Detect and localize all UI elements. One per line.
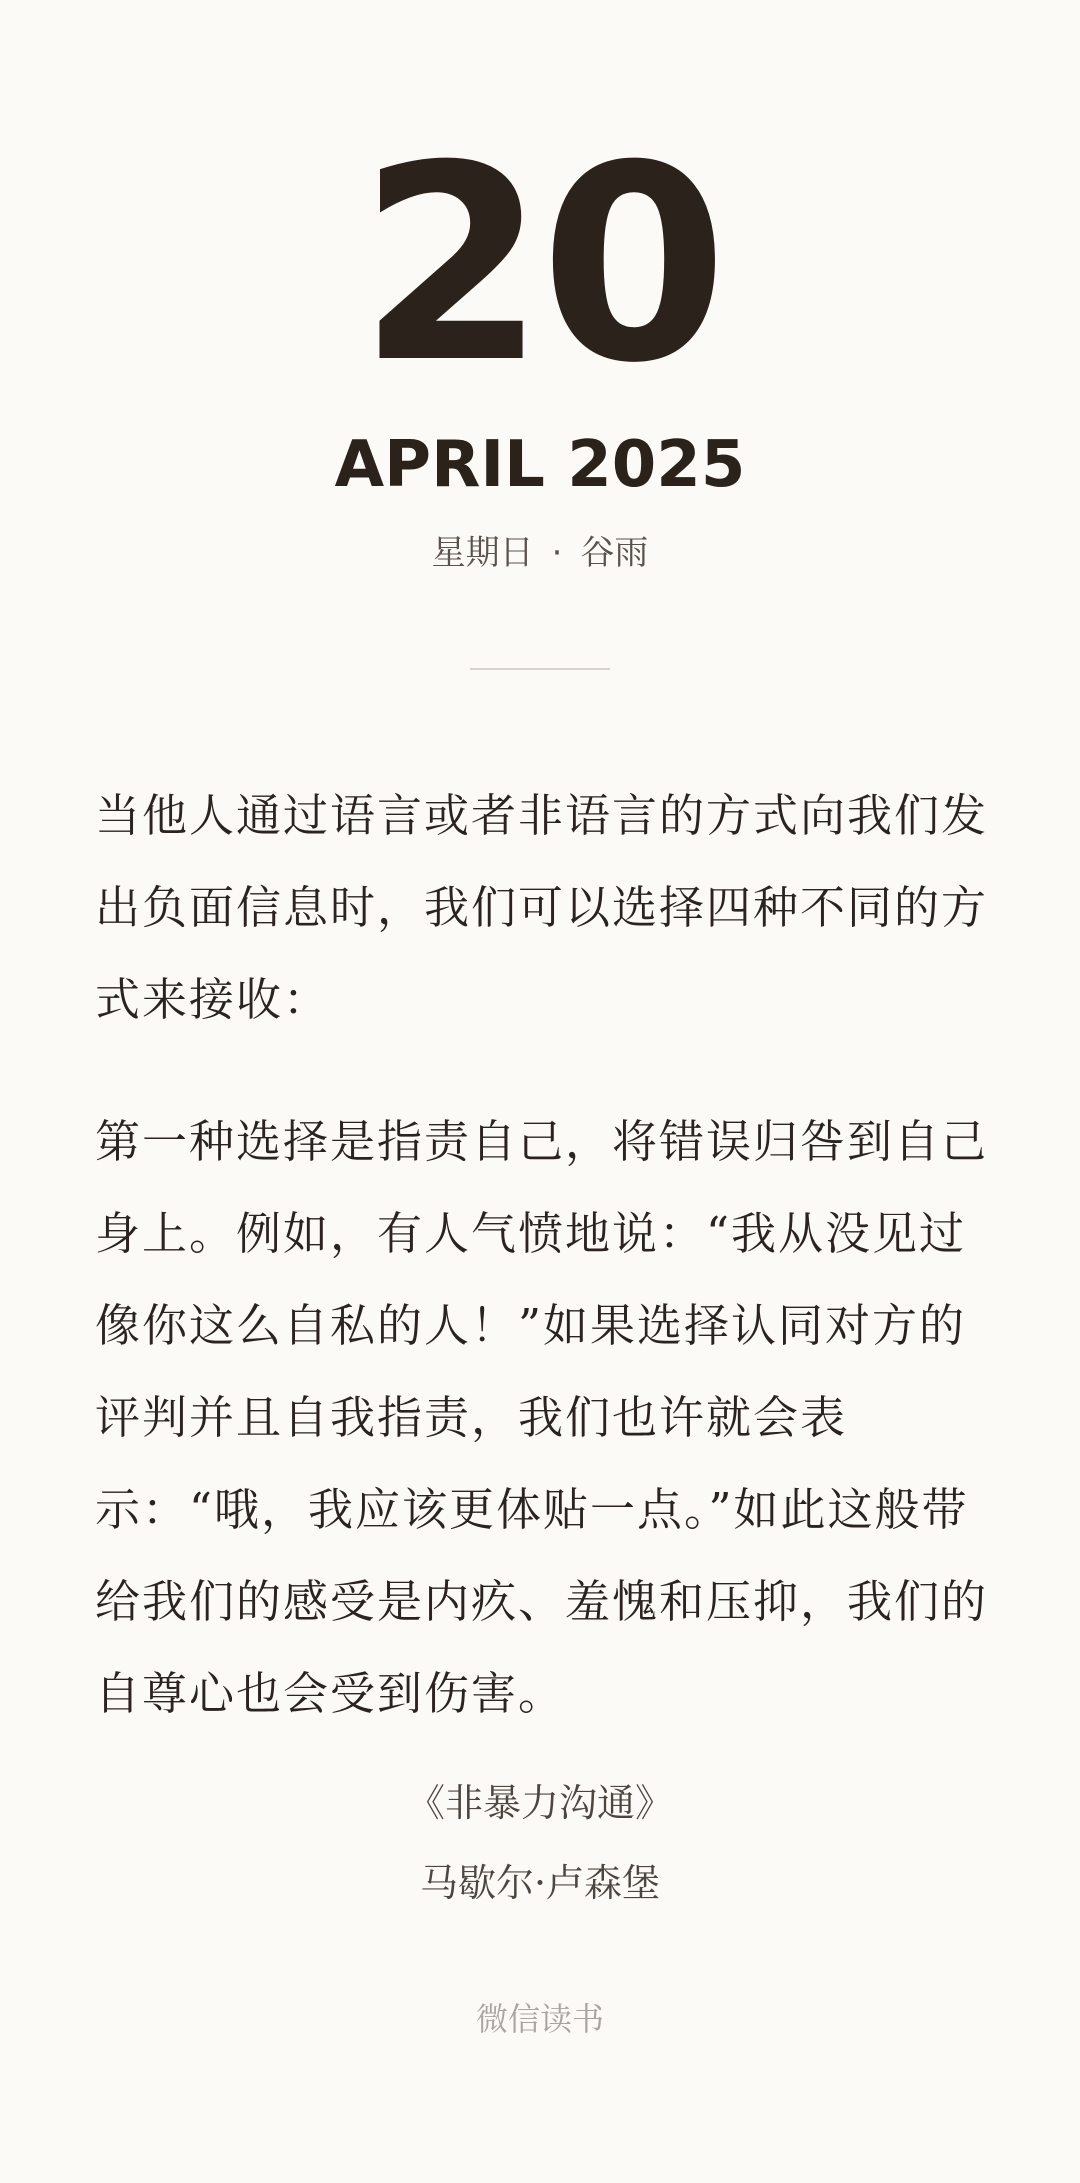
date-month-year: APRIL 2025 [334, 428, 746, 502]
quote-paragraph: 当他人通过语言或者非语言的方式向我们发出负面信息时，我们可以选择四种不同的方式来接收： [95, 789, 989, 1026]
divider-line [470, 668, 610, 670]
quote-paragraph: 第一种选择是指责自己，将错误归咎到自己身上。例如，有人气愤地说：“我从没见过像你这么自私的人！”如果选择认同对方的评判并且自我指责，我们也许就会表示：“哦，我应该更体贴一点。”如此这般带给我们的感受是内疚、羞愧和压抑，我们的自尊心也会受到伤害。 [95, 1115, 989, 1720]
weekday-label: 星期日 [431, 533, 534, 573]
book-author: 马歇尔·卢森堡 [419, 1861, 661, 1905]
separator-dot: · [551, 533, 563, 573]
quote-passage [95, 770, 995, 1790]
solar-term-label: 谷雨 [580, 533, 649, 573]
source-label: 微信读书 [475, 2000, 604, 2038]
weekday-solar-term [0, 528, 1080, 578]
book-title: 《非暴力沟通》 [406, 1781, 673, 1825]
date-day: 20 [358, 107, 722, 422]
